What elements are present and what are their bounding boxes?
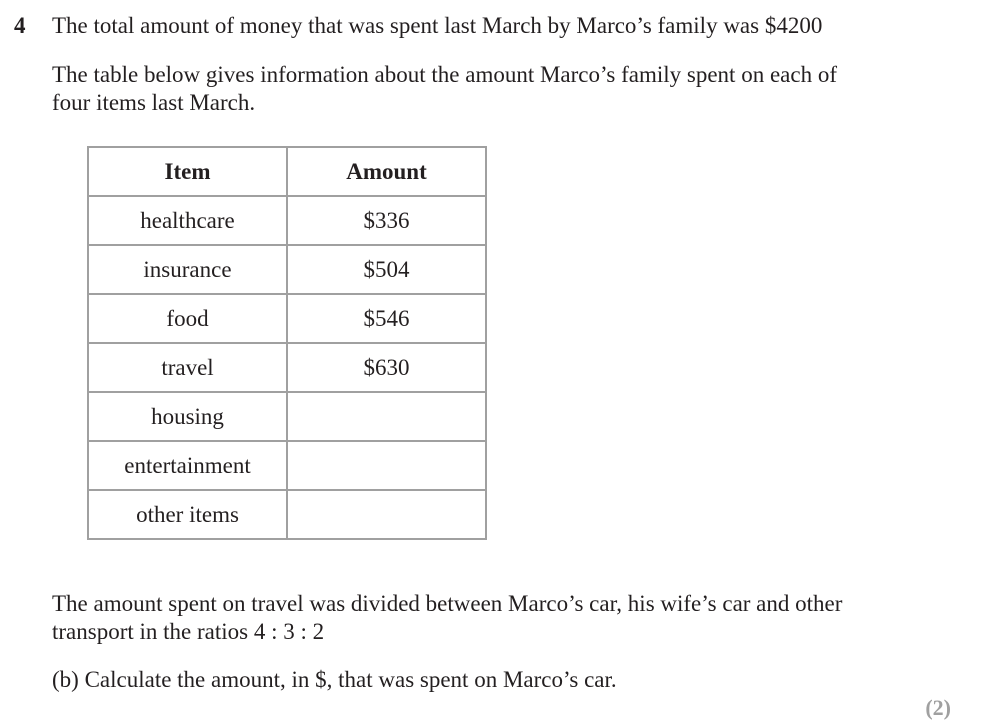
question-number: 4 [14, 13, 26, 38]
part-b-question: (b) Calculate the amount, in $, that was spent on Marco’s car. [52, 667, 617, 692]
spending-table [87, 146, 487, 540]
table-row [88, 196, 486, 245]
amount-cell [287, 441, 486, 490]
amount-cell: $504 [287, 245, 486, 294]
table-intro-line-1: The table below gives information about the amount Marco’s family spent on each of [52, 62, 837, 87]
travel-text-line-2: transport in the ratios 4 : 3 : 2 [52, 619, 325, 644]
item-cell: insurance [88, 245, 287, 294]
table-row [88, 490, 486, 539]
header-item: Item [88, 147, 287, 196]
item-cell: travel [88, 343, 287, 392]
header-amount: Amount [287, 147, 486, 196]
amount-cell: $336 [287, 196, 486, 245]
question-intro: The total amount of money that was spent last March by Marco’s family was $4200 [52, 13, 823, 38]
table-row [88, 441, 486, 490]
table-header-row [88, 147, 486, 196]
item-cell: other items [88, 490, 287, 539]
item-cell: entertainment [88, 441, 287, 490]
travel-text-line-1: The amount spent on travel was divided between Marco’s car, his wife’s car and other [52, 591, 843, 616]
item-cell: housing [88, 392, 287, 441]
table-row [88, 392, 486, 441]
item-cell: food [88, 294, 287, 343]
amount-cell [287, 392, 486, 441]
marks-label: (2) [925, 695, 951, 720]
amount-cell: $546 [287, 294, 486, 343]
table-intro-line-2: four items last March. [52, 90, 256, 115]
item-cell: healthcare [88, 196, 287, 245]
table-row [88, 294, 486, 343]
table-row [88, 343, 486, 392]
amount-cell: $630 [287, 343, 486, 392]
amount-cell [287, 490, 486, 539]
table-row [88, 245, 486, 294]
